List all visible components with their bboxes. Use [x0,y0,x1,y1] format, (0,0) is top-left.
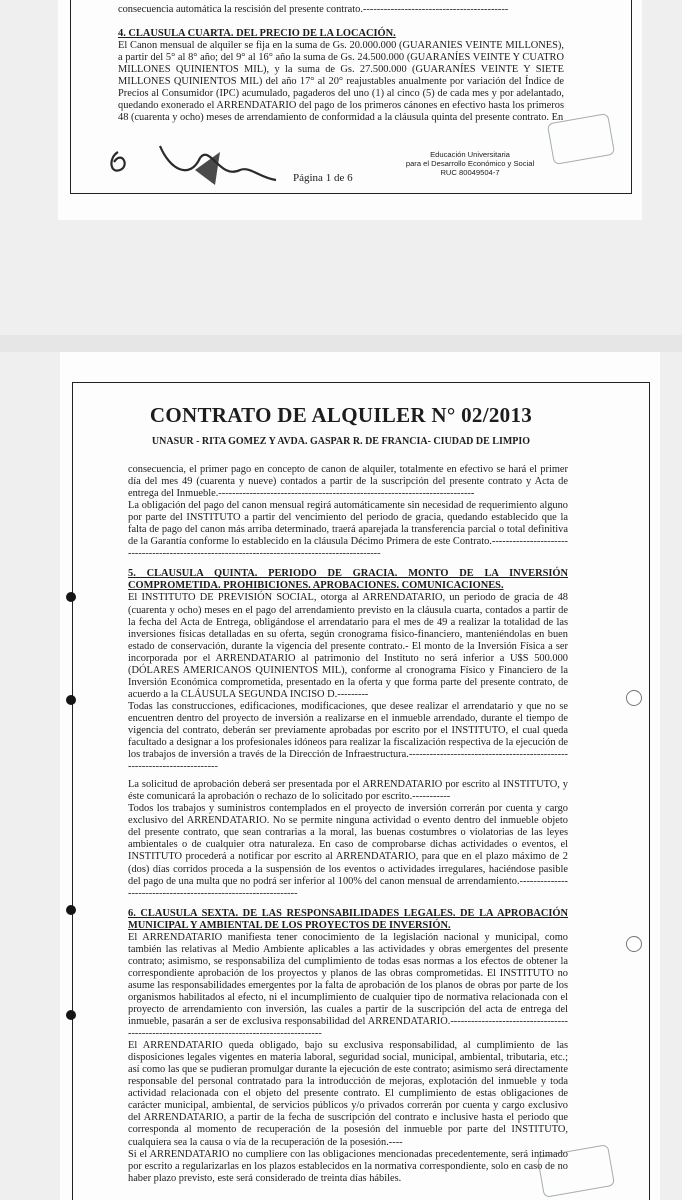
page2-text [128,464,568,1185]
paragraph: El ARRENDATARIO queda obligado, bajo su exclusiva responsabilidad, al cumplimiento de las disposiciones legales vigentes en materia laboral, seguridad social, municipal, ambiental, tributaria, etc.; así como las que se pudieran promulgar durante la ejecución de este contrato; asimismo será directamente responsable del personal contratado para la introducción de mejoras, explotación del inmueble y toda actividad relacionada con el objeto del presente contrato. El cumplimiento de estas obligaciones de carácter municipal, ambiental, de servicios públicos y/o privados correrán por cuenta y cargo exclusivo del ARRENDATARIO, a partir de la fecha de suscripción del contrato e inclusive hasta el periodo que corresponda al momento de recuperación de la posesión del inmueble por parte del INSTITUTO, cualquiera sea la causa o vía de la recuperación de la posesión.---- [128,1040,568,1148]
ring-hole-icon [626,936,642,952]
contract-title: CONTRATO DE ALQUILER N° 02/2013 [149,403,533,427]
clause-6-title: 6. CLAUSULA SEXTA. DE LAS RESPONSABILIDADES LEGALES. DE LA APROBACIÓN MUNICIPAL Y AMBIENTAL DE LOS PROYECTOS DE INVERSIÓN. [128,907,568,931]
page-number: Página 1 de 6 [293,172,353,184]
stamp-line-3: RUC 80049504-7 [440,168,500,177]
institution-stamp [395,150,545,177]
hole-punch-icon [66,1010,76,1020]
paragraph: Si el ARRENDATARIO no cumpliere con las obligaciones mencionadas precedentemente, será intimado por escrito a regularizarlas en los plazos establecidos en la normativa correspondiente, solo en caso de no haber plazo previsto, este será considerado de treinta días hábiles. [128,1148,568,1184]
page1-text [118,4,564,136]
clause-4-body: El Canon mensual de alquiler se fija en la suma de Gs. 20.000.000 (GUARANÍES VEINTE MILLONES), a partir del 5° al 8° año; del 9° al 16° año la suma de Gs. 24.500.000 (GUARANÍES VEINTE Y CUATRO MILLONES QUINIENTOS MIL), y la suma de Gs. 27.500.000 (GUARANÍES VEINTE Y SIETE MILLONES QUINIENTOS MIL) del año 17° al 20° reajustables anualmente por variación del Índice de Precios al Consumidor (IPC) acumulado, pagaderos del uno (1) al cinco (5) de cada mes y por adelantado, quedando exonerado el ARRENDATARIO del pago de los primeros cánones en efectivo hasta los primeros 48 (cuarenta y ocho) meses de arrendamiento de conformidad a la cláusula quinta del presente contrato. En [118,40,564,124]
page-separator [0,335,682,352]
paragraph: El INSTITUTO DE PREVISIÓN SOCIAL, otorga al ARRENDATARIO, un periodo de gracia de 48 (cuarenta y ocho) meses en el pago del arrendamiento previsto en la cláusula cuarta, contados a partir de la fecha del Acta de Entrega, obligándose el arrendatario para el mes de 49 a realizar la totalidad de las inversiones físicas detalladas en su oferta, según cronograma físico-financiero, manteniéndolas en buen estado de conservación, durante la vigencia del presente contrato.- El monto de la Inversión Física a ser incorporada por el ARRENDATARIO al patrimonio del Instituto no será inferior a U$S 500.000 (DÓLARES AMERICANOS QUINIENTOS MIL), conforme al cronograma Físico y Financiero de la Inversión Económica comprometida, presentado en la oferta y que forma parte del presente contrato, de acuerdo a la CLÁUSULA SEGUNDA INCISO D.--------- [128,592,568,700]
stamp-line-1: Educación Universitaria [430,150,510,159]
clause-5-title: 5. CLAUSULA QUINTA. PERIODO DE GRACIA. MONTO DE LA INVERSIÓN COMPROMETIDA. PROHIBICIONES. APROBACIONES. COMUNICACIONES. [128,568,568,592]
clause-4-title: 4. CLAUSULA CUARTA. DEL PRECIO DE LA LOCACIÓN. [118,28,396,40]
contract-subtitle: UNASUR - RITA GOMEZ Y AVDA. GASPAR R. DE FRANCIA- CIUDAD DE LIMPIO [151,436,531,447]
hole-punch-icon [66,695,76,705]
hole-punch-icon [66,592,76,602]
paragraph: Todos los trabajos y suministros contemplados en el proyecto de inversión correrán por cuenta y cargo exclusivo del ARRENDATARIO. No se permite ninguna actividad o evento dentro del inmueble objeto del presente contrato, que sean contrarias a la moral, las buenas costumbres o violatorias de las leyes ambientales o de cualquier otra naturaleza. En caso de comprobarse dichas actividades o eventos, el INSTITUTO procederá a notificar por escrito al ARRENDATARIO, para que en el plazo máximo de 2 (dos) días corridos proceda a la suspensión de los eventos o actividades irregulares, haciéndose pasible del pago de una multa que no podrá ser inferior al 100% del canon mensual de arrendamiento.--------------------------------------------------------------- [128,803,568,899]
signature-icon [100,140,290,200]
paragraph: El ARRENDATARIO manifiesta tener conocimiento de la legislación nacional y municipal, como también las relativas al Medio Ambiente aplicables a las actividades y obras emergentes del presente contrato; asimismo, se responsabiliza del cumplimiento de todas esas normas a los efectos de obtener la correspondiente aprobación de los proyectos y planos de las obras comprometidas. El INSTITUTO no asume las responsabilidades emergentes por la falta de aprobación de los planos de obras por parte de los organismos habilitados al efecto, ni el incumplimiento de cualquier tipo de normativa relacionada con el proyecto de arrendamiento con inversión, las cuales a partir de la suscripción del acta de entrega del inmueble, pasarán a ser de exclusiva responsabilidad del ARRENDATARIO.------------------------------------------------------------------------------------------ [128,931,568,1040]
hole-punch-icon [66,905,76,915]
page1-top-line: consecuencia automática la rescisión del presente contrato.------------------------------------------ [118,4,509,15]
stamp-line-2: para el Desarrollo Económico y Social [405,159,535,168]
ring-hole-icon [626,690,642,706]
paragraph: La solicitud de aprobación deberá ser presentada por el ARRENDATARIO por escrito al INSTITUTO, y éste comunicará la aprobación o rechazo de lo solicitado por escrito.----------- [128,779,568,803]
paragraph: La obligación del pago del canon mensual regirá automáticamente sin necesidad de requerimiento alguno por parte del INSTITUTO a partir del vencimiento del periodo de gracia, quedando establecido que la falta de pago del canon más arriba determinado, traerá aparejada la transferencia parcial o total definitiva de la Garantía conforme lo establecido en la cláusula Décimo Primera de este Contrato.----------------------------------------------------------------------------------------------- [128,500,568,560]
paragraph: consecuencia, el primer pago en concepto de canon de alquiler, totalmente en efectivo se hará el primer día del mes 49 (cuarenta y nueve) contados a partir de la suscripción del presente contrato y Acta de entrega del Inmueble.-------------------------------------------------------------------------- [128,464,568,500]
paragraph: Todas las construcciones, edificaciones, modificaciones, que desee realizar el arrendatario y que no se encuentren dentro del proyecto de inversión a realizarse en el inmueble arrendado, durante el tiempo de vigencia del contrato, deberán ser previamente aprobadas por escrito por el INSTITUTO, el cual queda facultado a designar a los profesionales idóneos para realizar la fiscalización respectiva de la ejecución de los trabajos de inversión a través de la Dirección de Infraestructura.------------------------------------------------------------------------ [128,700,568,773]
